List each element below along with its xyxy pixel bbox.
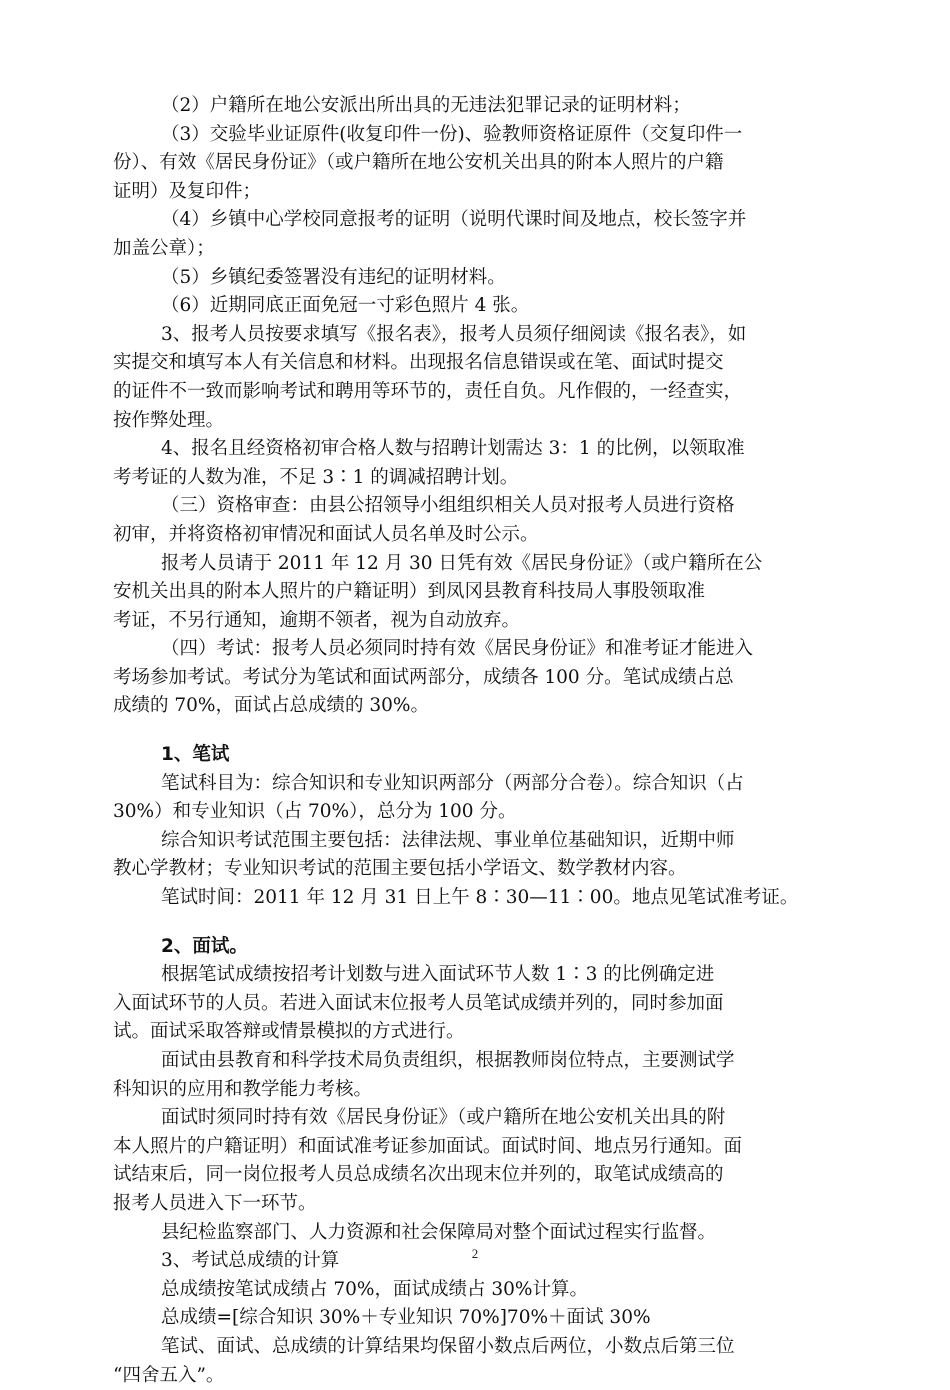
paragraph-line: 笔试科目为：综合知识和专业知识两部分（两部分合卷）。综合知识（占: [161, 772, 744, 794]
paragraph-line: 的证件不一致而影响考试和聘用等环节的，责任自负。凡作假的，一经查实，: [113, 380, 743, 402]
page-number: 2: [471, 1246, 479, 1261]
paragraph-line: 成绩的 70%，面试占总成绩的 30%。: [113, 695, 430, 717]
paragraph-line: （四）考试：报考人员必须同时持有效《居民身份证》和准考证才能进入: [161, 638, 754, 660]
paragraph-line: 证明）及复印件；: [113, 180, 262, 202]
section-heading-interview: 2、面试。: [161, 935, 248, 957]
document-body: [113, 92, 848, 1390]
paragraph-line: 4、报名且经资格初审合格人数与招聘计划需达 3：1 的比例，以领取准: [161, 438, 745, 460]
paragraph-line: 实提交和填写本人有关信息和材料。出现报名信息错误或在笔、面试时提交: [113, 352, 724, 374]
paragraph-line: （4）乡镇中心学校同意报考的证明（说明代课时间及地点，校长签字并: [161, 209, 747, 231]
paragraph-line: 考证，不另行通知，逾期不领者，视为自动放弃。: [113, 609, 521, 631]
paragraph-line: （5）乡镇纪委签署没有违纪的证明材料。: [161, 266, 506, 288]
paragraph-line: 科知识的应用和教学能力考核。: [113, 1078, 373, 1100]
paragraph-line: 考场参加考试。考试分为笔试和面试两部分，成绩各 100 分。笔试成绩占总: [113, 666, 734, 688]
paragraph-line: 初审，并将资格初审情况和面试人员名单及时公示。: [113, 523, 539, 545]
paragraph-line: （3）交验毕业证原件(收复印件一份)、验教师资格证原件（交复印件一: [161, 123, 743, 145]
formula-line: 总成绩=[综合知识 30%＋专业知识 70%]70%＋面试 30%: [161, 1307, 651, 1329]
paragraph-line: 教心学教材；专业知识考试的范围主要包括小学语文、数学教材内容。: [113, 858, 687, 880]
paragraph-line: （2）户籍所在地公安派出所出具的无违法犯罪记录的证明材料；: [161, 95, 691, 116]
paragraph-line: （6）近期同底正面免冠一寸彩色照片 4 张。: [161, 295, 530, 317]
paragraph-line: 份）、有效《居民身份证》（或户籍所在地公安机关出具的附本人照片的户籍: [113, 152, 724, 174]
section-heading-total-score: 3、考试总成绩的计算: [161, 1250, 340, 1272]
paragraph-line: 安机关出具的附本人照片的户籍证明）到凤冈县教育科技局人事股领取准: [113, 581, 706, 603]
paragraph-line: 总成绩按笔试成绩占 70%，面试成绩占 30%计算。: [161, 1278, 589, 1300]
paragraph-line: 笔试时间：2011 年 12 月 31 日上午 8∶30—11∶00。地点见笔试准考证。: [161, 887, 799, 909]
paragraph-line: 面试时须同时持有效《居民身份证》（或户籍所在地公安机关出具的附: [161, 1107, 726, 1129]
paragraph-line: 报考人员请于 2011 年 12 月 30 日凭有效《居民身份证》（或户籍所在公: [161, 552, 763, 574]
paragraph-line: 县纪检监察部门、人力资源和社会保障局对整个面试过程实行监督。: [161, 1221, 717, 1243]
paragraph-line: 试结束后，同一岗位报考人员总成绩名次出现末位并列的，取笔试成绩高的: [113, 1164, 724, 1186]
paragraph-line: 30%）和专业知识（占 70%），总分为 100 分。: [113, 801, 517, 823]
paragraph-line: 3、报考人员按要求填写《报名表》，报考人员须仔细阅读《报名表》，如: [161, 323, 747, 345]
paragraph-line: 面试由县教育和科学技术局负责组织，根据教师岗位特点，主要测试学: [161, 1050, 735, 1071]
paragraph-line: 考考证的人数为准，不足 3∶1 的调减招聘计划。: [113, 466, 519, 488]
paragraph-line: 根据笔试成绩按招考计划数与进入面试环节人数 1∶3 的比例确定进: [161, 964, 715, 986]
paragraph-line: 报考人员进入下一环节。: [113, 1192, 317, 1214]
paragraph-line: 本人照片的户籍证明）和面试准考证参加面试。面试时间、地点另行通知。面: [113, 1135, 743, 1157]
paragraph-line: 试。面试采取答辩或情景模拟的方式进行。: [113, 1021, 465, 1043]
paragraph-line: “四舍五入”。: [113, 1364, 225, 1386]
paragraph-line: 入面试环节的人员。若进入面试末位报考人员笔试成绩并列的，同时参加面: [113, 992, 724, 1014]
paragraph-line: 加盖公章）；: [113, 237, 215, 259]
paragraph-line: 按作弊处理。: [113, 409, 225, 431]
paragraph-line: 笔试、面试、总成绩的计算结果均保留小数点后两位，小数点后第三位: [161, 1335, 735, 1357]
section-heading-written-exam: 1、笔试: [161, 744, 230, 766]
paragraph-line: （三）资格审查：由县公招领导小组组织相关人员对报考人员进行资格: [161, 495, 735, 517]
paragraph-line: 综合知识考试范围主要包括：法律法规、事业单位基础知识，近期中师: [161, 829, 735, 851]
